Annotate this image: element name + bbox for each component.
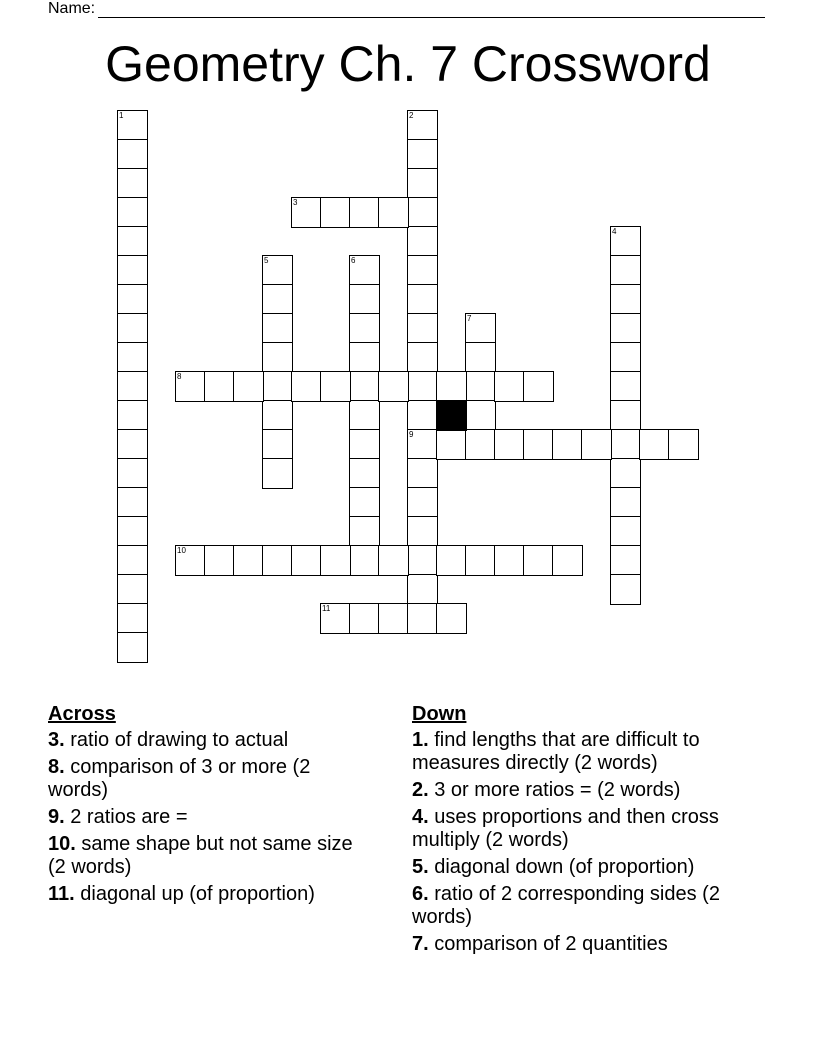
grid-cell[interactable] — [291, 371, 322, 402]
grid-cell[interactable] — [465, 313, 496, 344]
grid-cell[interactable] — [320, 371, 351, 402]
grid-cell[interactable] — [494, 545, 525, 576]
grid-cell[interactable] — [407, 371, 438, 402]
clue — [412, 933, 752, 956]
grid-cell[interactable] — [610, 574, 641, 605]
clue-text: diagonal up (of proportion) — [74, 883, 315, 905]
clue-number: 11 — [322, 604, 331, 613]
down-clue-list — [412, 729, 752, 956]
grid-cell[interactable] — [117, 458, 148, 489]
grid-cell[interactable] — [378, 371, 409, 402]
clue-number: 3 — [293, 198, 298, 207]
grid-cell[interactable] — [610, 400, 641, 431]
clue — [412, 779, 752, 802]
clue — [48, 756, 368, 802]
clue-number: 6 — [351, 256, 356, 265]
grid-cell[interactable] — [175, 545, 206, 576]
grid-cell[interactable] — [378, 197, 409, 228]
grid-cell[interactable] — [407, 284, 438, 315]
grid-cell[interactable] — [117, 139, 148, 170]
across-heading: Across — [48, 703, 116, 725]
grid-cell[interactable] — [349, 429, 380, 460]
grid-cell[interactable] — [233, 545, 264, 576]
grid-cell[interactable] — [378, 545, 409, 576]
grid-cell[interactable] — [465, 371, 496, 402]
clue-number-label: 9. — [48, 806, 65, 828]
grid-cell[interactable] — [349, 313, 380, 344]
clue-number-label: 4. — [412, 806, 429, 828]
grid-cell[interactable] — [117, 574, 148, 605]
down-clues — [412, 701, 752, 960]
grid-cell[interactable] — [610, 487, 641, 518]
grid-cell[interactable] — [436, 429, 467, 460]
clue-text: 3 or more ratios = (2 words) — [428, 779, 681, 801]
grid-cell[interactable] — [117, 603, 148, 634]
grid-cell[interactable] — [407, 487, 438, 518]
grid-cell[interactable] — [610, 429, 641, 460]
grid-cell[interactable] — [349, 516, 380, 547]
grid-cell[interactable] — [610, 545, 641, 576]
clue-number-label: 2. — [412, 779, 429, 801]
grid-cell[interactable] — [117, 400, 148, 431]
grid-cell[interactable] — [349, 284, 380, 315]
grid-cell[interactable] — [320, 603, 351, 634]
clue-number: 8 — [177, 372, 182, 381]
clue-number: 9 — [409, 430, 414, 439]
grid-cell[interactable] — [117, 632, 148, 663]
grid-cell[interactable] — [349, 371, 380, 402]
grid-cell[interactable] — [349, 255, 380, 286]
grid-cell[interactable] — [436, 545, 467, 576]
clue-number: 7 — [467, 314, 472, 323]
grid-cell[interactable] — [291, 197, 322, 228]
grid-cell[interactable] — [407, 226, 438, 257]
clue-number-label: 3. — [48, 729, 65, 751]
grid-cell[interactable] — [262, 284, 293, 315]
grid-cell[interactable] — [117, 342, 148, 373]
clue-number: 2 — [409, 111, 414, 120]
grid-cell[interactable] — [494, 371, 525, 402]
grid-cell[interactable] — [523, 545, 554, 576]
grid-cell[interactable] — [407, 110, 438, 141]
grid-cell[interactable] — [175, 371, 206, 402]
grid-cell[interactable] — [407, 168, 438, 199]
grid-cell[interactable] — [436, 371, 467, 402]
across-clues — [48, 701, 368, 910]
grid-cell[interactable] — [407, 197, 438, 228]
clue — [48, 806, 368, 829]
grid-cell[interactable] — [407, 313, 438, 344]
clue — [412, 729, 752, 775]
grid-cell[interactable] — [407, 574, 438, 605]
clue-number-label: 11. — [48, 883, 75, 905]
clue-text: comparison of 3 or more (2 words) — [48, 756, 311, 801]
grid-cell[interactable] — [349, 458, 380, 489]
grid-cell[interactable] — [610, 313, 641, 344]
grid-cell[interactable] — [523, 371, 554, 402]
page-title: Geometry Ch. 7 Crossword — [105, 36, 711, 92]
grid-cell[interactable] — [610, 226, 641, 257]
grid-cell[interactable] — [262, 255, 293, 286]
grid-cell[interactable] — [552, 429, 583, 460]
grid-cell[interactable] — [552, 545, 583, 576]
clue-number: 1 — [119, 111, 124, 120]
blocked-cell — [436, 400, 467, 431]
grid-cell[interactable] — [610, 284, 641, 315]
clue-text: find lengths that are difficult to measures directly (2 words) — [412, 729, 700, 774]
grid-cell[interactable] — [291, 545, 322, 576]
grid-cell[interactable] — [610, 458, 641, 489]
grid-cell[interactable] — [117, 545, 148, 576]
grid-cell[interactable] — [465, 342, 496, 373]
clue — [412, 856, 752, 879]
grid-cell[interactable] — [117, 168, 148, 199]
clue-text: same shape but not same size (2 words) — [48, 833, 353, 878]
clue-text: ratio of drawing to actual — [64, 729, 289, 751]
grid-cell[interactable] — [117, 284, 148, 315]
across-clue-list — [48, 729, 368, 906]
grid-cell[interactable] — [320, 545, 351, 576]
grid-cell[interactable] — [349, 487, 380, 518]
grid-cell[interactable] — [262, 342, 293, 373]
grid-cell[interactable] — [349, 197, 380, 228]
grid-cell[interactable] — [494, 429, 525, 460]
clue-text: diagonal down (of proportion) — [428, 856, 695, 878]
clue — [48, 729, 368, 752]
clue-number: 4 — [612, 227, 617, 236]
grid-cell[interactable] — [378, 603, 409, 634]
grid-cell[interactable] — [407, 603, 438, 634]
clue-number-label: 6. — [412, 883, 429, 905]
grid-cell[interactable] — [117, 226, 148, 257]
clue-text: comparison of 2 quantities — [428, 933, 668, 955]
clue-number-label: 1. — [412, 729, 429, 751]
grid-cell[interactable] — [581, 429, 612, 460]
grid-cell[interactable] — [262, 545, 293, 576]
grid-cell[interactable] — [610, 342, 641, 373]
name-label: Name: — [48, 0, 96, 17]
grid-cell[interactable] — [262, 313, 293, 344]
clue-number-label: 8. — [48, 756, 65, 778]
grid-cell[interactable] — [117, 429, 148, 460]
clue — [412, 806, 752, 852]
grid-cell[interactable] — [407, 400, 438, 431]
grid-cell[interactable] — [262, 429, 293, 460]
grid-cell[interactable] — [349, 545, 380, 576]
clue-text: uses proportions and then cross multiply (2 words) — [412, 806, 719, 851]
grid-cell[interactable] — [117, 371, 148, 402]
grid-cell[interactable] — [407, 516, 438, 547]
down-heading: Down — [412, 703, 467, 725]
clue-text: ratio of 2 corresponding sides (2 words) — [412, 883, 720, 928]
clue-text: 2 ratios are = — [64, 806, 188, 828]
grid-cell[interactable] — [204, 545, 235, 576]
clue-number-label: 7. — [412, 933, 429, 955]
grid-cell[interactable] — [117, 313, 148, 344]
clue-number-label: 5. — [412, 856, 429, 878]
grid-cell[interactable] — [407, 458, 438, 489]
grid-cell[interactable] — [407, 139, 438, 170]
grid-cell[interactable] — [117, 110, 148, 141]
clue-number-label: 10. — [48, 833, 76, 855]
grid-cell[interactable] — [407, 545, 438, 576]
grid-cell[interactable] — [639, 429, 670, 460]
grid-cell[interactable] — [320, 197, 351, 228]
grid-cell[interactable] — [465, 400, 496, 431]
clue — [412, 883, 752, 929]
grid-cell[interactable] — [523, 429, 554, 460]
clue — [48, 833, 368, 879]
clue-number: 10 — [177, 546, 186, 555]
grid-cell[interactable] — [233, 371, 264, 402]
grid-cell[interactable] — [349, 603, 380, 634]
grid-cell[interactable] — [117, 487, 148, 518]
grid-cell[interactable] — [436, 603, 467, 634]
grid-cell[interactable] — [349, 400, 380, 431]
grid-cell[interactable] — [610, 371, 641, 402]
grid-cell[interactable] — [262, 458, 293, 489]
grid-cell[interactable] — [349, 342, 380, 373]
clue-number: 5 — [264, 256, 269, 265]
grid-cell[interactable] — [117, 516, 148, 547]
grid-cell[interactable] — [407, 342, 438, 373]
grid-cell[interactable] — [465, 545, 496, 576]
grid-cell[interactable] — [407, 255, 438, 286]
clue — [48, 883, 368, 906]
grid-cell[interactable] — [668, 429, 699, 460]
grid-cell[interactable] — [465, 429, 496, 460]
grid-cell[interactable] — [610, 255, 641, 286]
grid-cell[interactable] — [204, 371, 235, 402]
grid-cell[interactable] — [610, 516, 641, 547]
grid-cell[interactable] — [262, 400, 293, 431]
grid-cell[interactable] — [117, 255, 148, 286]
grid-cell[interactable] — [407, 429, 438, 460]
grid-cell[interactable] — [117, 197, 148, 228]
grid-cell[interactable] — [262, 371, 293, 402]
